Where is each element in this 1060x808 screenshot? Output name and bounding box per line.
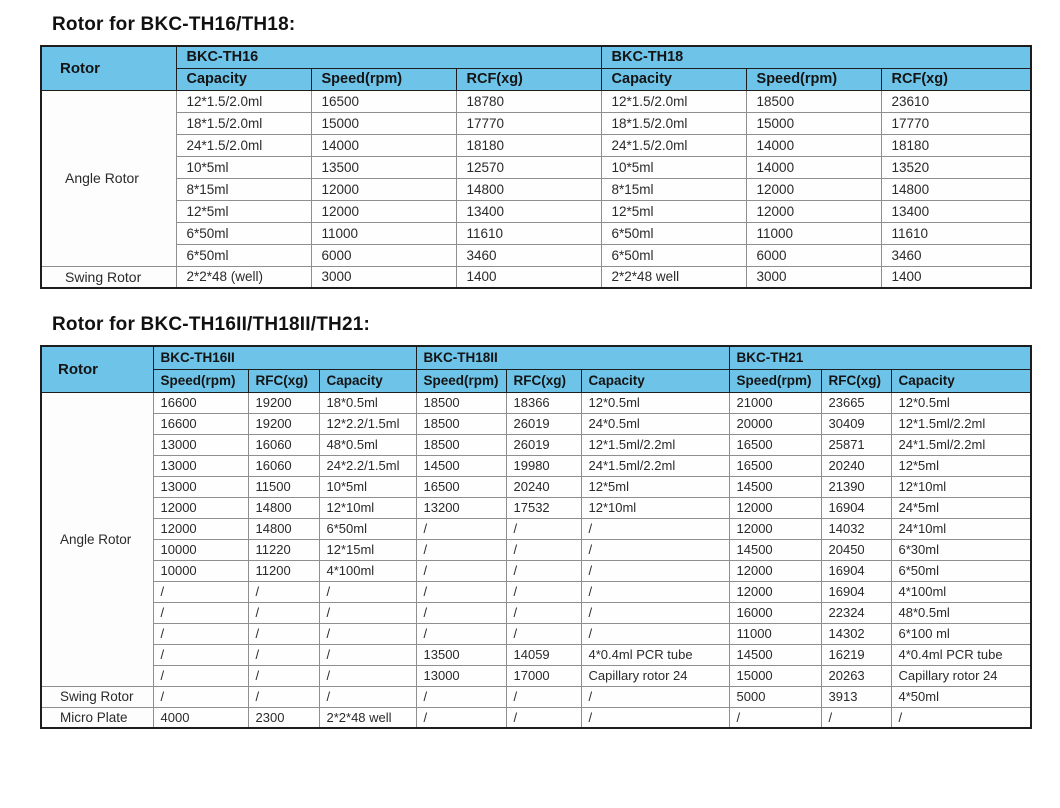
cell: 11000 (729, 623, 821, 644)
cell: 6*50ml (319, 518, 416, 539)
cell: 16500 (729, 434, 821, 455)
cell: / (416, 686, 506, 707)
cell: 13500 (311, 156, 456, 178)
row-label-swing-rotor: Swing Rotor (41, 266, 176, 288)
cell: / (319, 602, 416, 623)
cell: / (248, 623, 319, 644)
cell: 12*1.5ml/2.2ml (891, 413, 1031, 434)
cell: 10*5ml (319, 476, 416, 497)
column-header-capacity: Capacity (891, 369, 1031, 392)
cell: 16904 (821, 560, 891, 581)
column-header-rcf-xg: RCF(xg) (456, 68, 601, 90)
model-header-row (41, 346, 1031, 369)
cell: 17770 (881, 112, 1031, 134)
column-header-speed-rpm: Speed(rpm) (311, 68, 456, 90)
cell: Capillary rotor 24 (891, 665, 1031, 686)
cell: 14500 (416, 455, 506, 476)
cell: 18180 (881, 134, 1031, 156)
cell: 14500 (729, 644, 821, 665)
cell: 16500 (311, 90, 456, 112)
cell: / (821, 707, 891, 728)
cell: / (581, 623, 729, 644)
cell: 16600 (153, 392, 248, 413)
cell: 13000 (153, 455, 248, 476)
cell: 2*2*48 well (319, 707, 416, 728)
table-row (41, 644, 1031, 665)
cell: 3913 (821, 686, 891, 707)
cell: 21390 (821, 476, 891, 497)
cell: / (581, 602, 729, 623)
cell: 14500 (729, 539, 821, 560)
cell: / (506, 539, 581, 560)
row-label-angle-rotor: Angle Rotor (41, 90, 176, 266)
rotor-table-bkc-th16ii-th18ii-th21 (40, 345, 1032, 729)
cell: 4*100ml (891, 581, 1031, 602)
cell: / (416, 707, 506, 728)
cell: 13400 (881, 200, 1031, 222)
cell: 12000 (729, 560, 821, 581)
cell: 12*0.5ml (581, 392, 729, 413)
table-row (41, 665, 1031, 686)
cell: 48*0.5ml (319, 434, 416, 455)
cell: / (581, 581, 729, 602)
table-row (41, 434, 1031, 455)
cell: / (248, 686, 319, 707)
cell: / (319, 623, 416, 644)
cell: 26019 (506, 413, 581, 434)
cell: 25871 (821, 434, 891, 455)
table-row (41, 707, 1031, 728)
table-row (41, 497, 1031, 518)
cell: / (416, 518, 506, 539)
cell: 13200 (416, 497, 506, 518)
cell: 21000 (729, 392, 821, 413)
cell: 18366 (506, 392, 581, 413)
rotor-column-header: Rotor (41, 46, 176, 90)
cell: 18500 (416, 392, 506, 413)
cell: / (581, 539, 729, 560)
cell: 6000 (746, 244, 881, 266)
cell: 12*1.5ml/2.2ml (581, 434, 729, 455)
cell: 4*50ml (891, 686, 1031, 707)
cell: / (248, 581, 319, 602)
cell: / (581, 560, 729, 581)
table-row (41, 134, 1031, 156)
table-row (41, 392, 1031, 413)
cell: / (153, 686, 248, 707)
cell: 12*2.2/1.5ml (319, 413, 416, 434)
cell: 19200 (248, 392, 319, 413)
cell: 13000 (153, 434, 248, 455)
table-row (41, 476, 1031, 497)
cell: 17770 (456, 112, 601, 134)
cell: / (506, 560, 581, 581)
cell: 12000 (746, 178, 881, 200)
cell: 12*10ml (581, 497, 729, 518)
cell: 16219 (821, 644, 891, 665)
cell: 10*5ml (176, 156, 311, 178)
cell: 14000 (746, 156, 881, 178)
cell: 3000 (746, 266, 881, 288)
cell: 16000 (729, 602, 821, 623)
cell: 13520 (881, 156, 1031, 178)
cell: / (729, 707, 821, 728)
cell: / (319, 686, 416, 707)
cell: 16904 (821, 497, 891, 518)
table-row (41, 156, 1031, 178)
table-row (41, 413, 1031, 434)
cell: 11610 (881, 222, 1031, 244)
cell: 16500 (416, 476, 506, 497)
table-row (41, 602, 1031, 623)
cell: 11200 (248, 560, 319, 581)
cell: / (416, 602, 506, 623)
model-header-bkc-th18ii: BKC-TH18II (416, 346, 729, 369)
cell: 18780 (456, 90, 601, 112)
cell: / (248, 644, 319, 665)
cell: 22324 (821, 602, 891, 623)
table-row (41, 90, 1031, 112)
cell: 20000 (729, 413, 821, 434)
cell: 18*0.5ml (319, 392, 416, 413)
cell: 6*30ml (891, 539, 1031, 560)
cell: / (891, 707, 1031, 728)
cell: 24*0.5ml (581, 413, 729, 434)
cell: 48*0.5ml (891, 602, 1031, 623)
table-row (41, 560, 1031, 581)
table-row (41, 539, 1031, 560)
cell: 18500 (416, 413, 506, 434)
cell: 24*5ml (891, 497, 1031, 518)
cell: 12000 (746, 200, 881, 222)
model-header-bkc-th16ii: BKC-TH16II (153, 346, 416, 369)
column-header-rfc-xg: RFC(xg) (248, 369, 319, 392)
cell: / (416, 539, 506, 560)
cell: 14032 (821, 518, 891, 539)
cell: 6000 (311, 244, 456, 266)
cell: 16500 (729, 455, 821, 476)
cell: / (153, 644, 248, 665)
cell: 12*10ml (319, 497, 416, 518)
column-header-speed-rpm: Speed(rpm) (153, 369, 248, 392)
cell: 12*1.5/2.0ml (601, 90, 746, 112)
table2-title: Rotor for BKC-TH16II/TH18II/TH21: (52, 314, 371, 335)
rotor-column-header: Rotor (41, 346, 153, 392)
cell: 10000 (153, 539, 248, 560)
cell: 17000 (506, 665, 581, 686)
cell: 14000 (311, 134, 456, 156)
cell: 13000 (416, 665, 506, 686)
cell: / (506, 623, 581, 644)
cell: / (153, 665, 248, 686)
cell: / (581, 686, 729, 707)
cell: / (153, 602, 248, 623)
cell: 11610 (456, 222, 601, 244)
cell: 14500 (729, 476, 821, 497)
cell: 14302 (821, 623, 891, 644)
cell: 11220 (248, 539, 319, 560)
cell: / (581, 518, 729, 539)
cell: / (506, 707, 581, 728)
cell: 12*5ml (176, 200, 311, 222)
table-row (41, 112, 1031, 134)
cell: 4000 (153, 707, 248, 728)
cell: 12*5ml (891, 455, 1031, 476)
cell: 24*1.5ml/2.2ml (581, 455, 729, 476)
cell: / (153, 581, 248, 602)
cell: / (416, 623, 506, 644)
cell: 12000 (311, 178, 456, 200)
cell: 14800 (248, 518, 319, 539)
cell: 4*0.4ml PCR tube (891, 644, 1031, 665)
cell: 3460 (881, 244, 1031, 266)
cell: 16060 (248, 455, 319, 476)
column-header-capacity: Capacity (581, 369, 729, 392)
column-header-capacity: Capacity (601, 68, 746, 90)
cell: 12000 (153, 518, 248, 539)
cell: 6*50ml (601, 222, 746, 244)
cell: / (416, 581, 506, 602)
cell: / (506, 602, 581, 623)
column-header-speed-rpm: Speed(rpm) (746, 68, 881, 90)
cell: 17532 (506, 497, 581, 518)
cell: Capillary rotor 24 (581, 665, 729, 686)
cell: 6*50ml (176, 244, 311, 266)
cell: 12000 (729, 518, 821, 539)
row-label-swing-rotor: Swing Rotor (41, 686, 153, 707)
column-header-speed-rpm: Speed(rpm) (416, 369, 506, 392)
cell: 15000 (746, 112, 881, 134)
cell: 24*10ml (891, 518, 1031, 539)
cell: 12000 (729, 497, 821, 518)
column-header-row (41, 68, 1031, 90)
cell: 12570 (456, 156, 601, 178)
cell: 13500 (416, 644, 506, 665)
cell: 12000 (729, 581, 821, 602)
cell: / (248, 602, 319, 623)
cell: 19980 (506, 455, 581, 476)
row-label-angle-rotor: Angle Rotor (41, 392, 153, 686)
cell: 24*1.5/2.0ml (176, 134, 311, 156)
cell: 4*100ml (319, 560, 416, 581)
cell: 30409 (821, 413, 891, 434)
model-header-row (41, 46, 1031, 68)
cell: 14059 (506, 644, 581, 665)
table-row (41, 244, 1031, 266)
cell: 12*5ml (581, 476, 729, 497)
cell: 26019 (506, 434, 581, 455)
cell: 13400 (456, 200, 601, 222)
cell: 3460 (456, 244, 601, 266)
cell: 12000 (153, 497, 248, 518)
table-row (41, 623, 1031, 644)
cell: 23610 (881, 90, 1031, 112)
cell: 18*1.5/2.0ml (176, 112, 311, 134)
cell: 20240 (821, 455, 891, 476)
cell: 6*50ml (601, 244, 746, 266)
column-header-rcf-xg: RCF(xg) (881, 68, 1031, 90)
row-label-micro-plate: Micro Plate (41, 707, 153, 728)
table-row (41, 518, 1031, 539)
cell: / (416, 560, 506, 581)
cell: 19200 (248, 413, 319, 434)
cell: 16904 (821, 581, 891, 602)
cell: 14000 (746, 134, 881, 156)
cell: / (506, 581, 581, 602)
cell: / (248, 665, 319, 686)
cell: 18*1.5/2.0ml (601, 112, 746, 134)
cell: 1400 (881, 266, 1031, 288)
column-header-rfc-xg: RFC(xg) (821, 369, 891, 392)
cell: 12000 (311, 200, 456, 222)
cell: 24*1.5ml/2.2ml (891, 434, 1031, 455)
cell: 14800 (881, 178, 1031, 200)
cell: 24*1.5/2.0ml (601, 134, 746, 156)
table-row (41, 266, 1031, 288)
cell: 10000 (153, 560, 248, 581)
table-row (41, 222, 1031, 244)
cell: 2*2*48 (well) (176, 266, 311, 288)
table-row (41, 178, 1031, 200)
cell: 5000 (729, 686, 821, 707)
cell: 18500 (416, 434, 506, 455)
model-header-bkc-th18: BKC-TH18 (601, 46, 1031, 68)
table1-title: Rotor for BKC-TH16/TH18: (52, 14, 296, 35)
cell: 20263 (821, 665, 891, 686)
cell: 16060 (248, 434, 319, 455)
cell: / (506, 686, 581, 707)
column-header-row (41, 369, 1031, 392)
cell: 14800 (248, 497, 319, 518)
column-header-speed-rpm: Speed(rpm) (729, 369, 821, 392)
cell: / (506, 518, 581, 539)
cell: 16600 (153, 413, 248, 434)
cell: 12*1.5/2.0ml (176, 90, 311, 112)
cell: 24*2.2/1.5ml (319, 455, 416, 476)
cell: 12*5ml (601, 200, 746, 222)
cell: 13000 (153, 476, 248, 497)
cell: / (319, 581, 416, 602)
model-header-bkc-th16: BKC-TH16 (176, 46, 601, 68)
cell: 1400 (456, 266, 601, 288)
table-row (41, 686, 1031, 707)
cell: 8*15ml (601, 178, 746, 200)
cell: 3000 (311, 266, 456, 288)
cell: 6*50ml (176, 222, 311, 244)
cell: 2*2*48 well (601, 266, 746, 288)
cell: 14800 (456, 178, 601, 200)
table-row (41, 200, 1031, 222)
cell: 6*100 ml (891, 623, 1031, 644)
column-header-capacity: Capacity (319, 369, 416, 392)
cell: / (153, 623, 248, 644)
column-header-capacity: Capacity (176, 68, 311, 90)
cell: 23665 (821, 392, 891, 413)
cell: 18180 (456, 134, 601, 156)
cell: 11000 (746, 222, 881, 244)
cell: 20450 (821, 539, 891, 560)
model-header-bkc-th21: BKC-TH21 (729, 346, 1031, 369)
cell: / (319, 644, 416, 665)
cell: 11000 (311, 222, 456, 244)
cell: 20240 (506, 476, 581, 497)
rotor-table-bkc-th16-th18 (40, 45, 1032, 289)
cell: 8*15ml (176, 178, 311, 200)
table-row (41, 455, 1031, 476)
cell: 4*0.4ml PCR tube (581, 644, 729, 665)
cell: 12*0.5ml (891, 392, 1031, 413)
cell: 11500 (248, 476, 319, 497)
cell: 10*5ml (601, 156, 746, 178)
cell: / (581, 707, 729, 728)
table-row (41, 581, 1031, 602)
column-header-rfc-xg: RFC(xg) (506, 369, 581, 392)
cell: 2300 (248, 707, 319, 728)
cell: 6*50ml (891, 560, 1031, 581)
cell: 12*10ml (891, 476, 1031, 497)
cell: 12*15ml (319, 539, 416, 560)
cell: 15000 (729, 665, 821, 686)
cell: 18500 (746, 90, 881, 112)
cell: 15000 (311, 112, 456, 134)
cell: / (319, 665, 416, 686)
